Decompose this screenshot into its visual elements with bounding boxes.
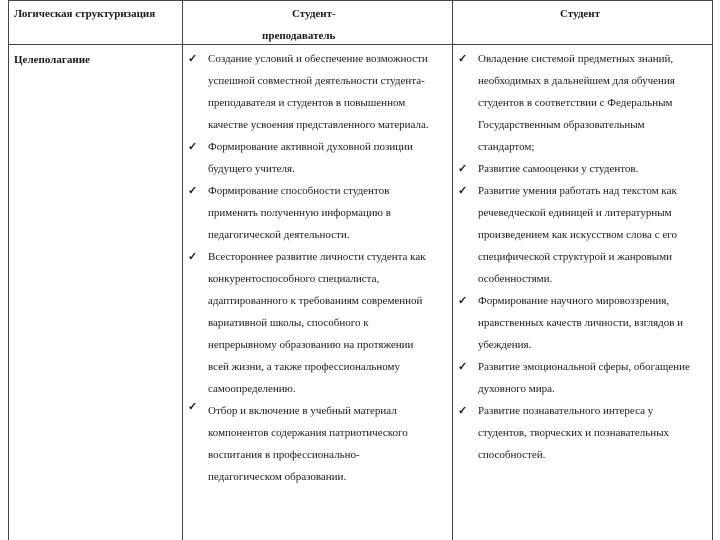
student-line: произведением как искусством слова с его bbox=[478, 229, 677, 241]
student-line: Развитие познавательного интереса у bbox=[478, 405, 654, 417]
teacher-line: самоопределению. bbox=[208, 383, 296, 395]
checkmark-icon: ✓ bbox=[188, 185, 198, 197]
teacher-line: Формирование активной духовной позиции bbox=[208, 141, 413, 153]
teacher-line: Всестороннее развитие личности студента как bbox=[208, 251, 426, 263]
teacher-line: Создание условий и обеспечение возможности bbox=[208, 53, 428, 65]
teacher-line: педагогическом образовании. bbox=[208, 471, 347, 483]
teacher-line: компонентов содержания патриотического bbox=[208, 427, 408, 439]
teacher-line: преподавателя и студентов в повышенном bbox=[208, 97, 406, 109]
table-border-left bbox=[8, 0, 9, 540]
teacher-line: Формирование способности студентов bbox=[208, 185, 390, 197]
teacher-goals-column bbox=[208, 48, 448, 488]
student-line: нравственных качеств личности, взглядов и bbox=[478, 317, 684, 329]
student-line: особенностями. bbox=[478, 273, 553, 285]
table-divider-1 bbox=[182, 0, 183, 540]
checkmark-icon: ✓ bbox=[188, 401, 198, 413]
teacher-line: Отбор и включение в учебный материал bbox=[208, 405, 397, 417]
table-border-top bbox=[8, 0, 712, 1]
teacher-line: педагогической деятельности. bbox=[208, 229, 350, 241]
student-line: Развитие умения работать над текстом как bbox=[478, 185, 677, 197]
checkmark-icon: ✓ bbox=[188, 251, 198, 263]
checkmark-icon: ✓ bbox=[458, 163, 468, 175]
student-line: Развитие самооценки у студентов. bbox=[478, 163, 639, 175]
header-divider bbox=[8, 44, 712, 45]
teacher-line: всей жизни, а также профессиональному bbox=[208, 361, 400, 373]
checkmark-icon: ✓ bbox=[458, 361, 468, 373]
teacher-line: качестве усвоения представленного материала. bbox=[208, 119, 429, 131]
student-line: Государственным образовательным bbox=[478, 119, 645, 131]
teacher-line: воспитания в профессионально- bbox=[208, 449, 360, 461]
teacher-line: успешной совместной деятельности студента- bbox=[208, 75, 425, 87]
row-label-goal-setting: Целеполагание bbox=[14, 54, 90, 66]
student-line: убеждения. bbox=[478, 339, 532, 351]
teacher-line: конкурентоспособного специалиста, bbox=[208, 273, 380, 285]
student-line: Овладение системой предметных знаний, bbox=[478, 53, 674, 65]
student-line: способностей. bbox=[478, 449, 546, 461]
teacher-line: будущего учителя. bbox=[208, 163, 295, 175]
teacher-line: адаптированного к требованиям современной bbox=[208, 295, 423, 307]
teacher-line: непрерывному образованию на протяжении bbox=[208, 339, 414, 351]
student-goals-column bbox=[478, 48, 710, 466]
checkmark-icon: ✓ bbox=[458, 185, 468, 197]
student-line: Формирование научного мировоззрения, bbox=[478, 295, 670, 307]
header-student-teacher-line1: Студент- bbox=[292, 8, 336, 20]
student-line: специфической структурой и жанровыми bbox=[478, 251, 673, 263]
checkmark-icon: ✓ bbox=[188, 53, 198, 65]
checkmark-icon: ✓ bbox=[188, 141, 198, 153]
student-line: стандартом; bbox=[478, 141, 535, 153]
student-line: Развитие эмоциональной сферы, обогащение bbox=[478, 361, 690, 373]
checkmark-icon: ✓ bbox=[458, 53, 468, 65]
header-student-teacher-line2: преподаватель bbox=[262, 30, 336, 42]
checkmark-icon: ✓ bbox=[458, 295, 468, 307]
student-line: студентов, творческих и познавательных bbox=[478, 427, 670, 439]
student-line: духовного мира. bbox=[478, 383, 555, 395]
teacher-line: вариативной школы, способного к bbox=[208, 317, 369, 329]
student-line: речеведческой единицей и литературным bbox=[478, 207, 672, 219]
header-student: Студент bbox=[560, 8, 601, 20]
table-border-right bbox=[712, 0, 713, 540]
teacher-line: применять полученную информацию в bbox=[208, 207, 391, 219]
header-logical-structuring: Логическая структуризация bbox=[14, 8, 156, 20]
checkmark-icon: ✓ bbox=[458, 405, 468, 417]
student-line: студентов в соответствии с Федеральным bbox=[478, 97, 673, 109]
student-line: необходимых в дальнейшем для обучения bbox=[478, 75, 675, 87]
table-divider-2 bbox=[452, 0, 453, 540]
